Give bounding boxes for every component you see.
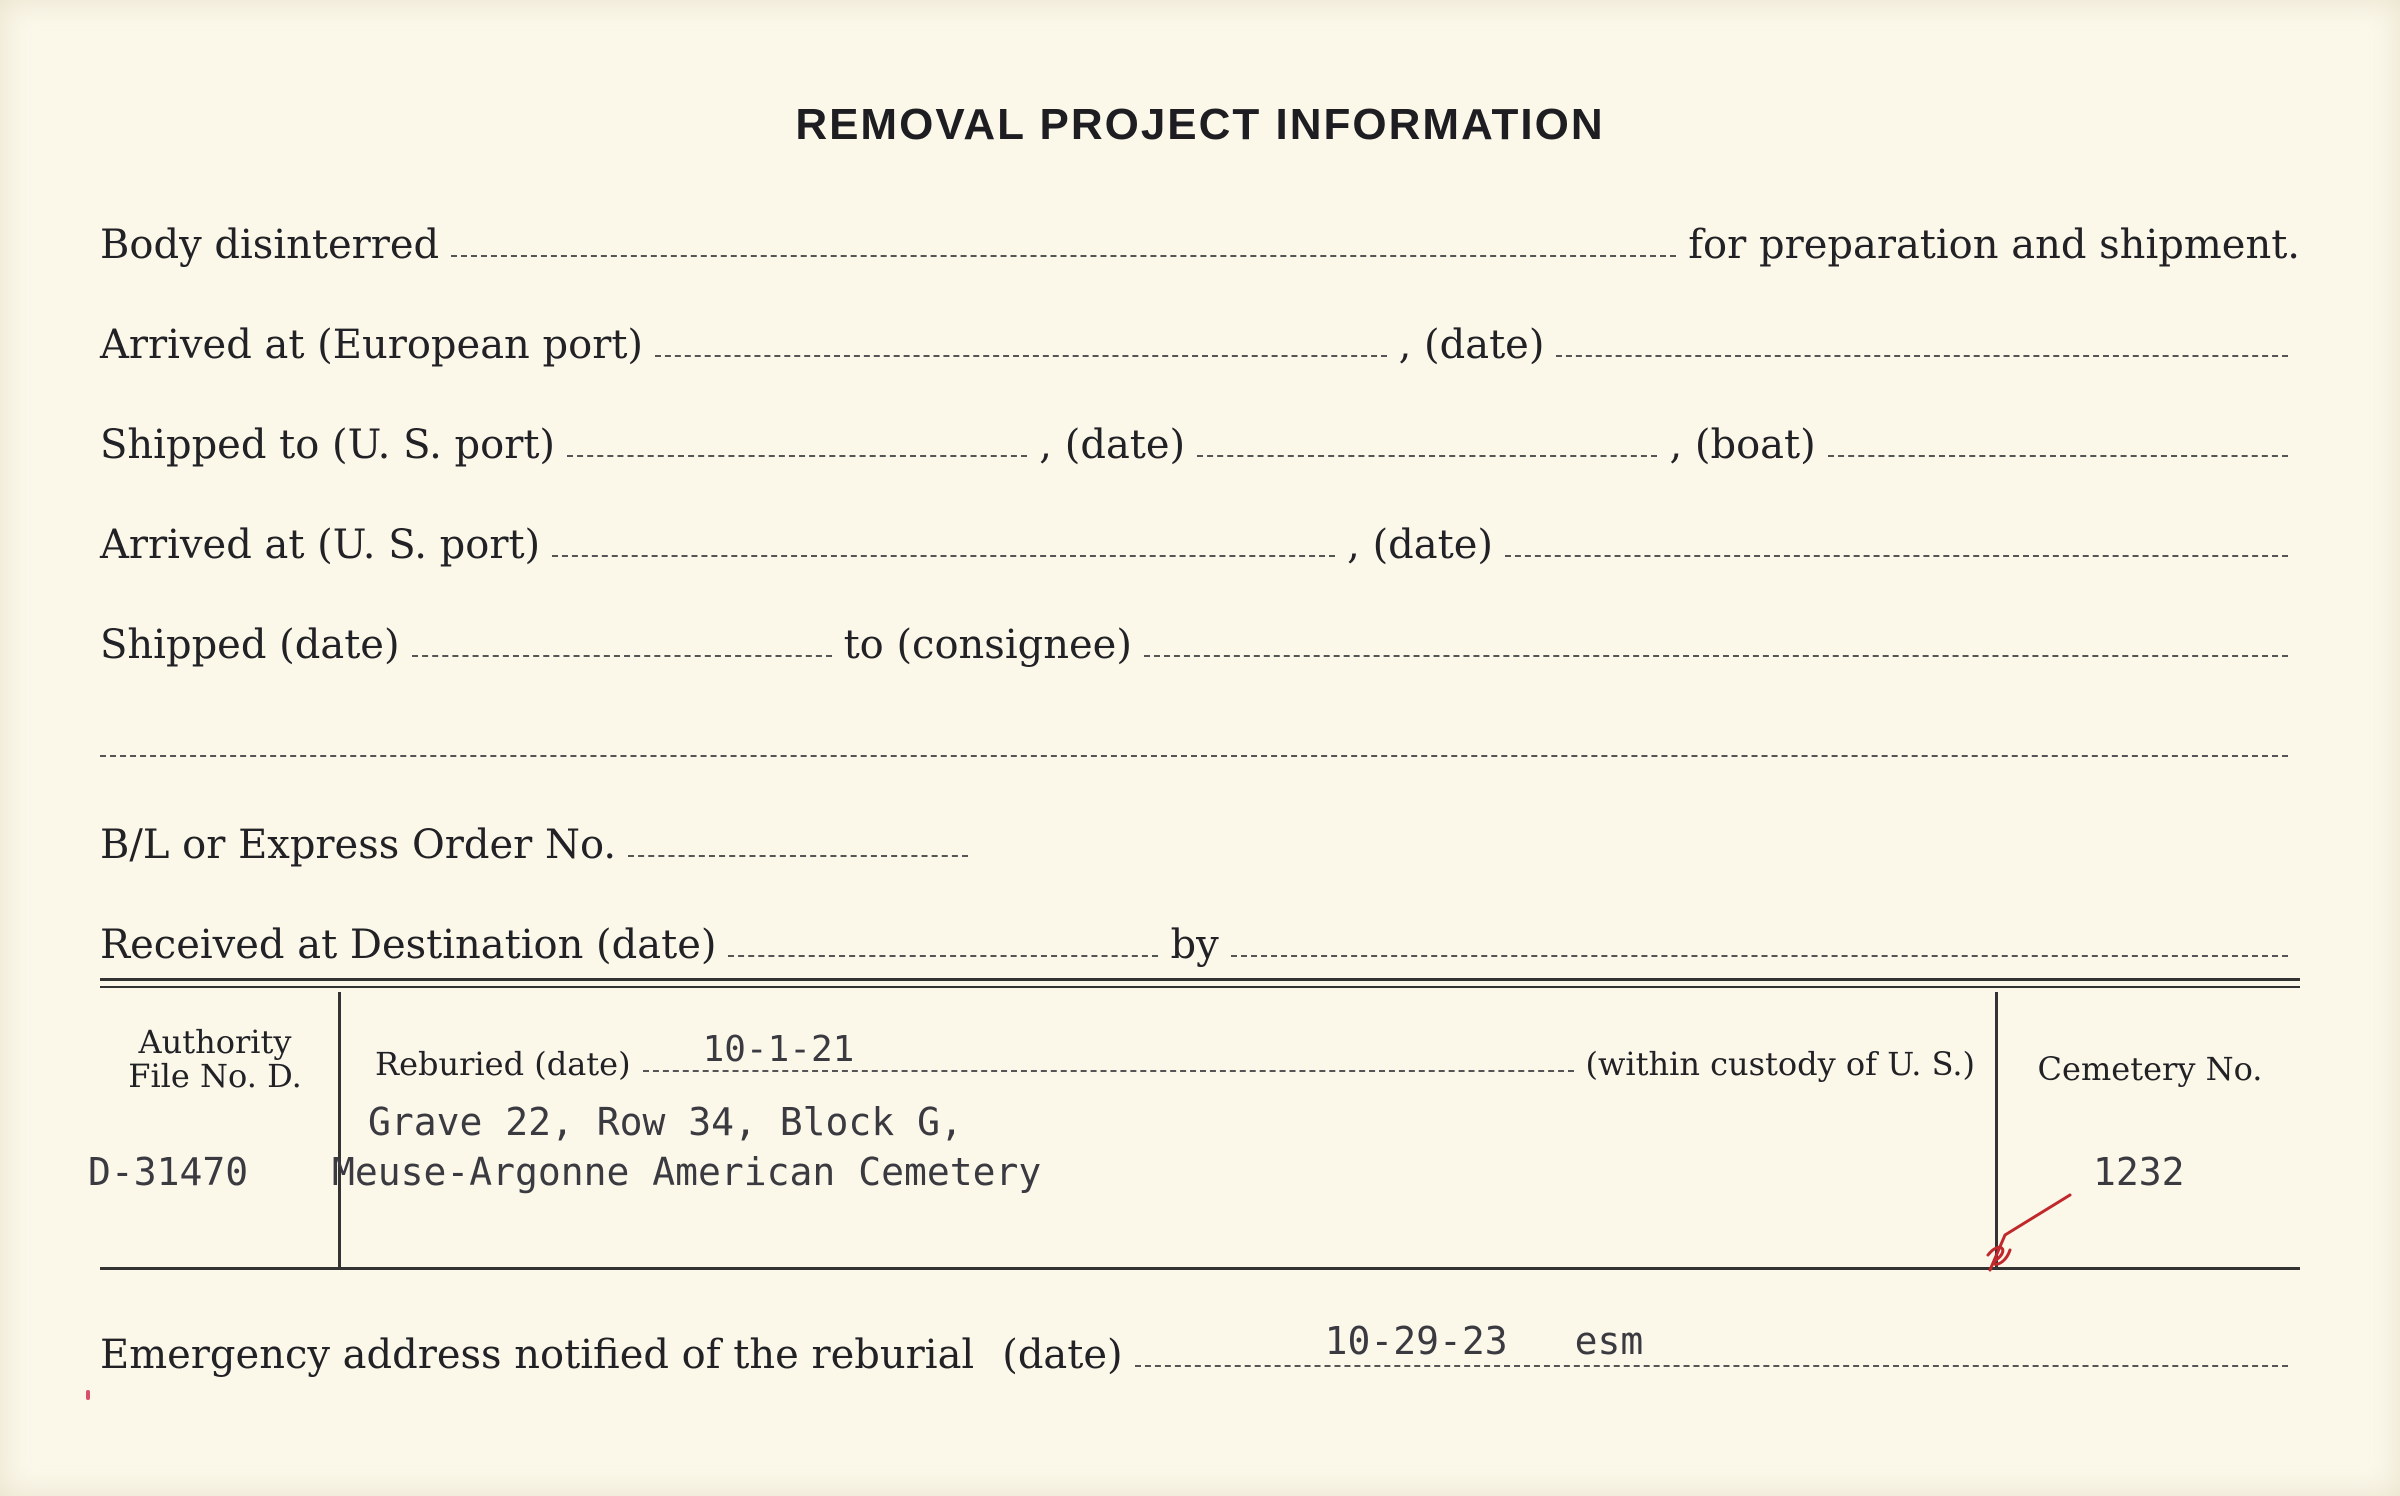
arrived-european-date-label: , (date) [1398,322,1545,368]
shipped-to-us-label: Shipped to (U. S. port) [100,422,555,468]
authority-header [100,1025,330,1093]
row-bl-express [100,805,2300,868]
shipped-to-us-date-field[interactable] [1197,455,1657,457]
row-shipped-date [100,605,2300,668]
emergency-date-label: (date) [1002,1332,1123,1378]
emergency-date-value: 10-29-23 [1324,1319,1508,1363]
grave-location: Grave 22, Row 34, Block G, [368,1100,963,1144]
emergency-initials: esm [1574,1319,1644,1363]
reburied-label: Reburied (date) [375,1045,631,1083]
consignee-field[interactable] [1144,655,2288,657]
boat-label: , (boat) [1669,422,1816,468]
arrived-european-date-field[interactable] [1556,355,2288,357]
page-title: REMOVAL PROJECT INFORMATION [795,100,1605,149]
shipped-date-label: Shipped (date) [100,622,400,668]
reburied-date-field[interactable] [643,1029,1574,1072]
bl-express-label: B/L or Express Order No. [100,822,617,868]
shipped-to-us-date-label: , (date) [1039,422,1186,468]
for-preparation-label: for preparation and shipment. [1688,222,2300,268]
section-rule-top [100,978,2300,981]
column-divider-left [338,992,341,1267]
arrived-european-label: Arrived at (European port) [100,322,644,368]
arrived-us-date-label: , (date) [1347,522,1493,568]
us-port-field[interactable] [567,455,1027,457]
to-consignee-label: to (consignee) [843,622,1132,668]
received-by-field[interactable] [1231,955,2288,957]
body-disinterred-label: Body disinterred [100,222,440,268]
emergency-date-field[interactable] [1135,1319,2288,1367]
row-consignee-continued [100,705,2300,765]
emergency-label: Emergency address notified of the reburial [100,1332,975,1378]
bl-express-field[interactable] [628,855,968,857]
consignee-continued-field[interactable] [100,755,2288,757]
body-disinterred-field[interactable] [451,255,1676,257]
boat-field[interactable] [1828,455,2288,457]
file-no-label: File No. D. [128,1057,302,1095]
cemetery-name: Meuse-Argonne American Cemetery [332,1150,1042,1194]
row-body-disinterred [100,205,2300,268]
ink-speck [86,1390,90,1400]
row-reburied [375,1029,1975,1083]
red-check-mark-icon [1970,1180,2090,1280]
european-port-field[interactable] [655,355,1387,357]
arrived-us-date-field[interactable] [1505,555,2288,557]
arrived-us-port-field[interactable] [552,555,1335,557]
custody-label: (within custody of U. S.) [1585,1045,1975,1083]
by-label: by [1170,922,1219,968]
cemetery-number: 1232 [2093,1150,2185,1194]
authority-label: Authority [138,1023,292,1061]
row-arrived-european [100,305,2300,368]
row-arrived-us [100,505,2300,568]
row-received-destination [100,905,2300,968]
section-rule-top-inner [100,986,2300,988]
row-emergency [100,1315,2300,1378]
shipped-date-field[interactable] [412,655,832,657]
row-shipped-to-us [100,405,2300,468]
cemetery-no-label: Cemetery No. [2037,1050,2263,1088]
received-date-field[interactable] [728,955,1158,957]
authority-file-number: D-31470 [88,1150,249,1194]
received-destination-label: Received at Destination (date) [100,922,717,968]
reburied-date-value: 10-1-21 [702,1029,855,1070]
arrived-us-label: Arrived at (U. S. port) [100,522,541,568]
